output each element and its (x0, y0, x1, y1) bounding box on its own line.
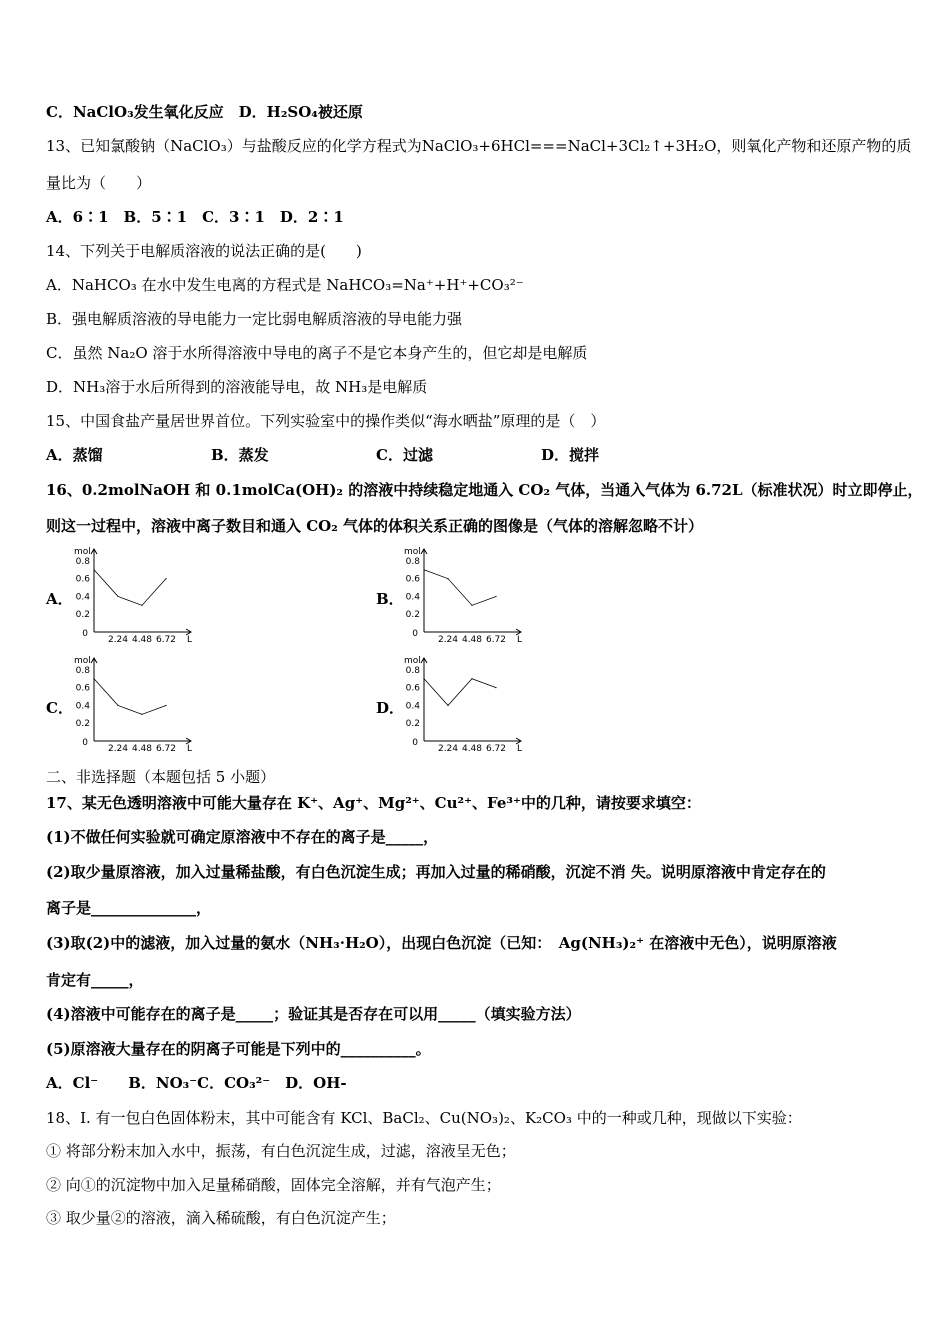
y-tick-label: 0.2 (405, 610, 420, 621)
q13-stem-cont: 量比为（ ） (46, 174, 152, 192)
y-tick-label: 0.8 (75, 556, 90, 567)
x-tick-label: 6.72 (485, 744, 507, 753)
data-point (471, 605, 472, 606)
data-point (93, 678, 94, 679)
data-point (471, 678, 472, 679)
origin-label: 0 (412, 738, 418, 748)
x-tick-label: 4.48 (131, 635, 153, 644)
q18-step1: ① 将部分粉末加入水中，振荡，有白色沉淀生成，过滤，溶液呈无色； (46, 1142, 516, 1160)
chart-b-label: B． (376, 590, 404, 608)
q17-part2: (2)取少量原溶液，加入过量稀盐酸，有白色沉淀生成；再加入过量的稀硝酸，沉淀不消 失。说明原溶液中肯定存在的 (46, 863, 826, 881)
q13-options: A．6∶1 B．5∶1 C．3∶1 D．2∶1 (46, 208, 344, 226)
y-tick-label: 0.6 (405, 683, 420, 694)
x-tick-label: 2.24 (437, 744, 459, 753)
q16-stem-cont: 则这一过程中，溶液中离子数目和通入 CO₂ 气体的体积关系正确的图像是（气体的溶解忽略不计） (46, 517, 704, 535)
q17-stem: 17、某无色透明溶液中可能大量存在 K⁺、Ag⁺、Mg²⁺、Cu²⁺、Fe³⁺中的几种，请按要求填空： (46, 794, 701, 812)
q15-option-a: A．蒸馏 (46, 446, 103, 464)
q14-option-b: B．强电解质溶液的导电能力一定比弱电解质溶液的导电能力强 (46, 310, 463, 328)
origin-label: 0 (82, 629, 88, 639)
q17-options: A．Cl⁻ B．NO₃⁻C．CO₃²⁻ D．OH- (46, 1074, 347, 1092)
data-point (117, 596, 118, 597)
y-tick-label: 0.8 (405, 665, 420, 676)
x-axis-label: L (517, 635, 523, 644)
chart-a (68, 544, 198, 644)
y-tick-label: 0.2 (75, 719, 90, 730)
data-point (447, 578, 448, 579)
q18-stem: 18、Ⅰ. 有一包白色固体粉末，其中可能含有 KCl、BaCl₂、Cu(NO₃)₂、K₂CO₃ 中的一种或几种，现做以下实验： (46, 1109, 802, 1127)
origin-label: 0 (82, 738, 88, 748)
x-axis-label: L (187, 635, 193, 644)
q14-stem: 14、下列关于电解质溶液的说法正确的是( ) (46, 242, 362, 260)
x-axis-label: L (187, 744, 193, 753)
data-point (141, 714, 142, 715)
data-point (93, 569, 94, 570)
y-tick-label: 0.8 (75, 665, 90, 676)
x-tick-label: 4.48 (461, 744, 483, 753)
x-tick-label: 4.48 (131, 744, 153, 753)
series-line (424, 570, 496, 606)
q17-part3-cont: 肯定有_____， (46, 971, 144, 989)
y-axis-label: mol (74, 547, 91, 557)
data-point (165, 705, 166, 706)
chart-a-label: A． (46, 590, 73, 608)
series-line (94, 570, 166, 606)
data-point (495, 596, 496, 597)
x-tick-label: 4.48 (461, 635, 483, 644)
y-axis-label: mol (74, 656, 91, 666)
y-axis-label: mol (404, 656, 421, 666)
x-tick-label: 2.24 (437, 635, 459, 644)
q14-option-a: A．NaHCO₃ 在水中发生电离的方程式是 NaHCO₃=Na⁺+H⁺+CO₃²⁻ (46, 276, 524, 294)
q17-part5: (5)原溶液大量存在的阴离子可能是下列中的__________。 (46, 1040, 431, 1058)
y-tick-label: 0.2 (75, 610, 90, 621)
q16-stem: 16、0.2molNaOH 和 0.1molCa(OH)₂ 的溶液中持续稳定地通入 CO₂ 气体，当通入气体为 6.72L（标准状况）时立即停止， (46, 481, 923, 499)
q17-part3: (3)取(2)中的滤液，加入过量的氨水（NH₃·H₂O），出现白色沉淀（已知： Ag(NH₃)₂⁺ 在溶液中无色），说明原溶液 (46, 934, 837, 952)
q17-part1: (1)不做任何实验就可确定原溶液中不存在的离子是_____， (46, 828, 439, 846)
x-tick-label: 2.24 (107, 635, 129, 644)
x-tick-label: 2.24 (107, 744, 129, 753)
data-point (165, 578, 166, 579)
q15-option-d: D．搅拌 (541, 446, 600, 464)
data-point (423, 678, 424, 679)
y-tick-label: 0.4 (405, 701, 420, 712)
q17-part4: (4)溶液中可能存在的离子是_____；验证其是否存在可以用_____（填实验方法） (46, 1005, 581, 1023)
q14-option-c: C．虽然 Na₂O 溶于水所得溶液中导电的离子不是它本身产生的，但它却是电解质 (46, 344, 588, 362)
chart-d-label: D． (376, 699, 405, 717)
data-point (141, 605, 142, 606)
chart-c-label: C． (46, 699, 73, 717)
x-tick-label: 6.72 (155, 744, 177, 753)
y-tick-label: 0.8 (405, 556, 420, 567)
y-tick-label: 0.4 (75, 592, 90, 603)
data-point (423, 569, 424, 570)
q17-part2-cont: 离子是______________， (46, 899, 212, 917)
y-tick-label: 0.4 (75, 701, 90, 712)
y-tick-label: 0.6 (75, 574, 90, 585)
chart-d (398, 653, 528, 753)
series-line (94, 679, 166, 715)
series-line (424, 679, 496, 706)
q15-option-c: C．过滤 (376, 446, 433, 464)
x-axis-label: L (517, 744, 523, 753)
q13-stem: 13、已知氯酸钠（NaClO₃）与盐酸反应的化学方程式为NaClO₃+6HCl===NaCl+3Cl₂↑+3H₂O，则氧化产物和还原产物的质 (46, 137, 912, 155)
data-point (117, 705, 118, 706)
y-axis-label: mol (404, 547, 421, 557)
data-point (447, 705, 448, 706)
chart-c (68, 653, 198, 753)
q15-option-b: B．蒸发 (211, 446, 269, 464)
q15-options (46, 445, 599, 465)
q18-step2: ② 向①的沉淀物中加入足量稀硝酸，固体完全溶解，并有气泡产生； (46, 1176, 501, 1194)
x-tick-label: 6.72 (155, 635, 177, 644)
x-tick-label: 6.72 (485, 635, 507, 644)
y-tick-label: 0.2 (405, 719, 420, 730)
section-title: 二、非选择题（本题包括 5 小题） (46, 768, 276, 786)
y-tick-label: 0.6 (405, 574, 420, 585)
origin-label: 0 (412, 629, 418, 639)
q14-option-d: D．NH₃溶于水后所得到的溶液能导电，故 NH₃是电解质 (46, 378, 428, 396)
y-tick-label: 0.6 (75, 683, 90, 694)
data-point (495, 687, 496, 688)
q18-step3: ③ 取少量②的溶液，滴入稀硫酸，有白色沉淀产生； (46, 1209, 396, 1227)
q15-stem: 15、中国食盐产量居世界首位。下列实验室中的操作类似“海水晒盐”原理的是（ ） (46, 412, 606, 430)
q12-options-cd: C．NaClO₃发生氧化反应 D．H₂SO₄被还原 (46, 103, 363, 121)
chart-b (398, 544, 528, 644)
y-tick-label: 0.4 (405, 592, 420, 603)
